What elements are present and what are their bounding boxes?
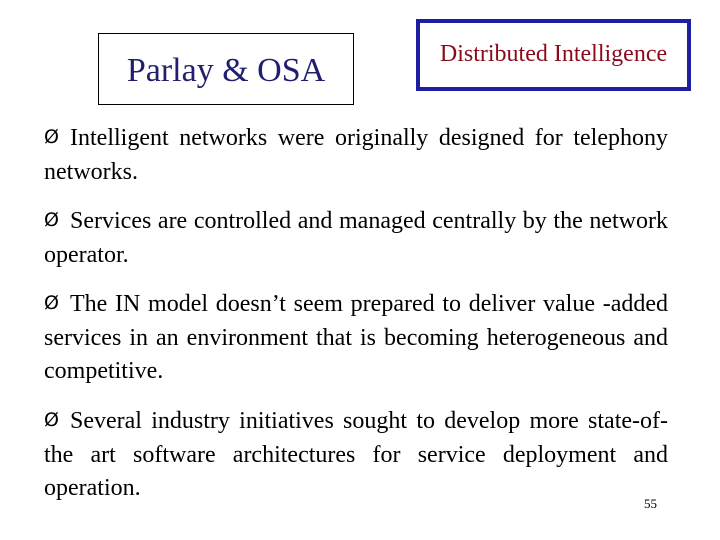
- bullet-item: [44, 405, 668, 505]
- topic-label: Distributed Intelligence: [439, 41, 668, 67]
- bullet-text: Intelligent networks were originally designed for telephony networks.: [44, 125, 668, 185]
- topic-box: [416, 19, 691, 91]
- arrow-bullet-icon: Ø: [44, 126, 59, 148]
- bullet-item: [44, 288, 668, 388]
- arrow-bullet-icon: Ø: [44, 292, 59, 314]
- arrow-bullet-icon: Ø: [44, 409, 59, 431]
- bullet-item: [44, 122, 668, 189]
- bullet-text: Services are controlled and managed centrally by the network operator.: [44, 208, 668, 268]
- bullet-item: [44, 205, 668, 272]
- page-number: 55: [644, 496, 657, 511]
- slide-title: Parlay & OSA: [126, 52, 326, 89]
- bullet-text: Several industry initiatives sought to develop more state-of-the art software architectures for service deployment and operation.: [44, 408, 668, 501]
- slide-title-box: [98, 33, 354, 105]
- bullet-text: The IN model doesn’t seem prepared to deliver value -added services in an environment that is becoming heterogeneous and competitive.: [44, 291, 668, 384]
- bullet-list: [44, 122, 668, 505]
- arrow-bullet-icon: Ø: [44, 209, 59, 231]
